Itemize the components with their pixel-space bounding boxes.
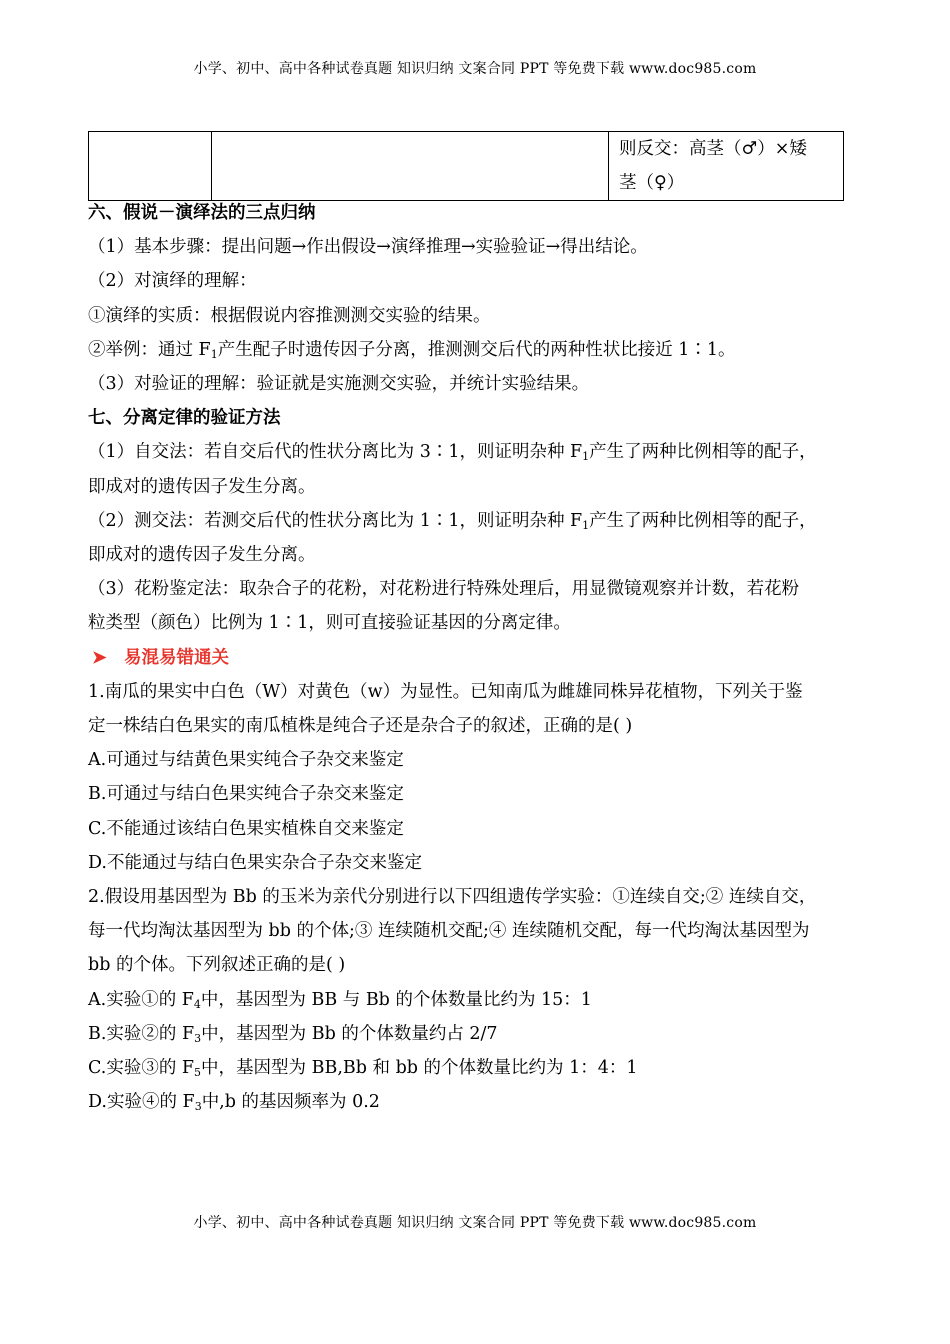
section-mix-title (88, 641, 864, 675)
answer-option: A.可通过与结黄色果实纯合子杂交来鉴定 (88, 750, 404, 771)
question-stem: 每一代均淘汰基因型为 bb 的个体;③ 连续随机交配;④ 连续随机交配，每一代均淘汰基因型为 (88, 921, 810, 942)
text-run: B.实验②的 F (88, 1023, 195, 1044)
text-run: 中，基因型为 BB,Bb 和 bb 的个体数量比约为 1：4：1 (201, 1058, 638, 1079)
answer-option (88, 1017, 864, 1051)
subscript: 1 (582, 518, 590, 532)
header-banner: 小学、初中、高中各种试卷真题 知识归纳 文案合同 PPT 等免费下载 www.doc985.com (193, 61, 757, 77)
table-cell-2 (212, 132, 609, 201)
paragraph: ①演绎的实质：根据假说内容推测测交实验的结果。 (88, 305, 491, 326)
cell-line: 则反交：高茎（♂）×矮 (619, 139, 807, 159)
paragraph: 即成对的遗传因子发生分离。 (88, 476, 316, 497)
paragraph: （3）对验证的理解：验证就是实施测交实验，并统计实验结果。 (88, 374, 590, 395)
text-run: C.实验③的 F (88, 1058, 195, 1079)
question-stem: 1.南瓜的果实中白色（W）对黄色（w）为显性。已知南瓜为雌雄同株异花植物，下列关于鉴 (88, 681, 803, 702)
section7-title: 七、分离定律的验证方法 (88, 408, 281, 429)
table-row (89, 132, 844, 201)
section6-title: 六、假说－演绎法的三点归纳 (88, 203, 316, 223)
answer-option: D.不能通过与结白色果实杂合子杂交来鉴定 (88, 852, 422, 873)
cell-line: 茎（♀） (619, 173, 685, 193)
paragraph (88, 504, 864, 538)
answer-option (88, 1051, 864, 1085)
text-run: A.实验①的 F (88, 989, 194, 1010)
text-run: 易混易错通关 (124, 647, 229, 668)
question-stem: bb 的个体。下列叙述正确的是( ) (88, 955, 346, 976)
text-run: D.实验④的 F (88, 1092, 195, 1113)
paragraph: 粒类型（颜色）比例为 1∶1，则可直接验证基因的分离定律。 (88, 613, 571, 634)
answer-option (88, 1085, 864, 1119)
text-run: 产生了两种比例相等的配子， (589, 510, 817, 531)
text-run: 中,b 的基因频率为 0.2 (201, 1092, 380, 1113)
question-stem: 2.假设用基因型为 Bb 的玉米为亲代分别进行以下四组遗传学实验：①连续自交;② 连续自交， (88, 887, 817, 908)
text-run: （1）自交法：若自交后代的性状分离比为 3∶1，则证明杂种 F (88, 442, 583, 463)
paragraph: 即成对的遗传因子发生分离。 (88, 545, 316, 566)
answer-option (88, 983, 864, 1017)
answer-option: C.不能通过该结白色果实植株自交来鉴定 (88, 818, 404, 839)
subscript: 1 (582, 450, 590, 464)
paragraph (88, 435, 864, 469)
paragraph (88, 333, 864, 367)
answer-option: B.可通过与结白色果实纯合子杂交来鉴定 (88, 784, 404, 805)
text-run: ②举例：通过 F (88, 339, 211, 360)
footer-banner: 小学、初中、高中各种试卷真题 知识归纳 文案合同 PPT 等免费下载 www.doc985.com (193, 1215, 757, 1231)
subscript: 1 (210, 347, 218, 361)
text-run: （2）测交法：若测交后代的性状分离比为 1∶1，则证明杂种 F (88, 510, 583, 531)
paragraph: （3）花粉鉴定法：取杂合子的花粉，对花粉进行特殊处理后，用显微镜观察并计数，若花粉 (88, 579, 800, 600)
paragraph: （2）对演绎的理解： (88, 271, 257, 292)
question-stem: 定一株结白色果实的南瓜植株是纯合子还是杂合子的叙述，正确的是( ) (88, 716, 633, 737)
arrow-icon: ➤ (92, 647, 107, 668)
table-cell-1 (89, 132, 212, 201)
table-fragment (88, 131, 844, 201)
text-run: 中，基因型为 BB 与 Bb 的个体数量比约为 15：1 (200, 989, 592, 1010)
subscript: 5 (194, 1066, 202, 1080)
subscript: 3 (194, 1100, 202, 1114)
table-cell-3 (609, 132, 844, 201)
subscript: 3 (194, 1031, 202, 1045)
document-body (88, 196, 864, 1119)
paragraph: （1）基本步骤：提出问题→作出假设→演绎推理→实验验证→得出结论。 (88, 237, 648, 258)
text-run: 产生了两种比例相等的配子， (589, 442, 817, 463)
text-run: 中，基因型为 Bb 的个体数量约占 2/7 (201, 1023, 498, 1044)
subscript: 4 (193, 997, 201, 1011)
text-run: 产生配子时遗传因子分离，推测测交后代的两种性状比接近 1∶1。 (217, 339, 736, 360)
